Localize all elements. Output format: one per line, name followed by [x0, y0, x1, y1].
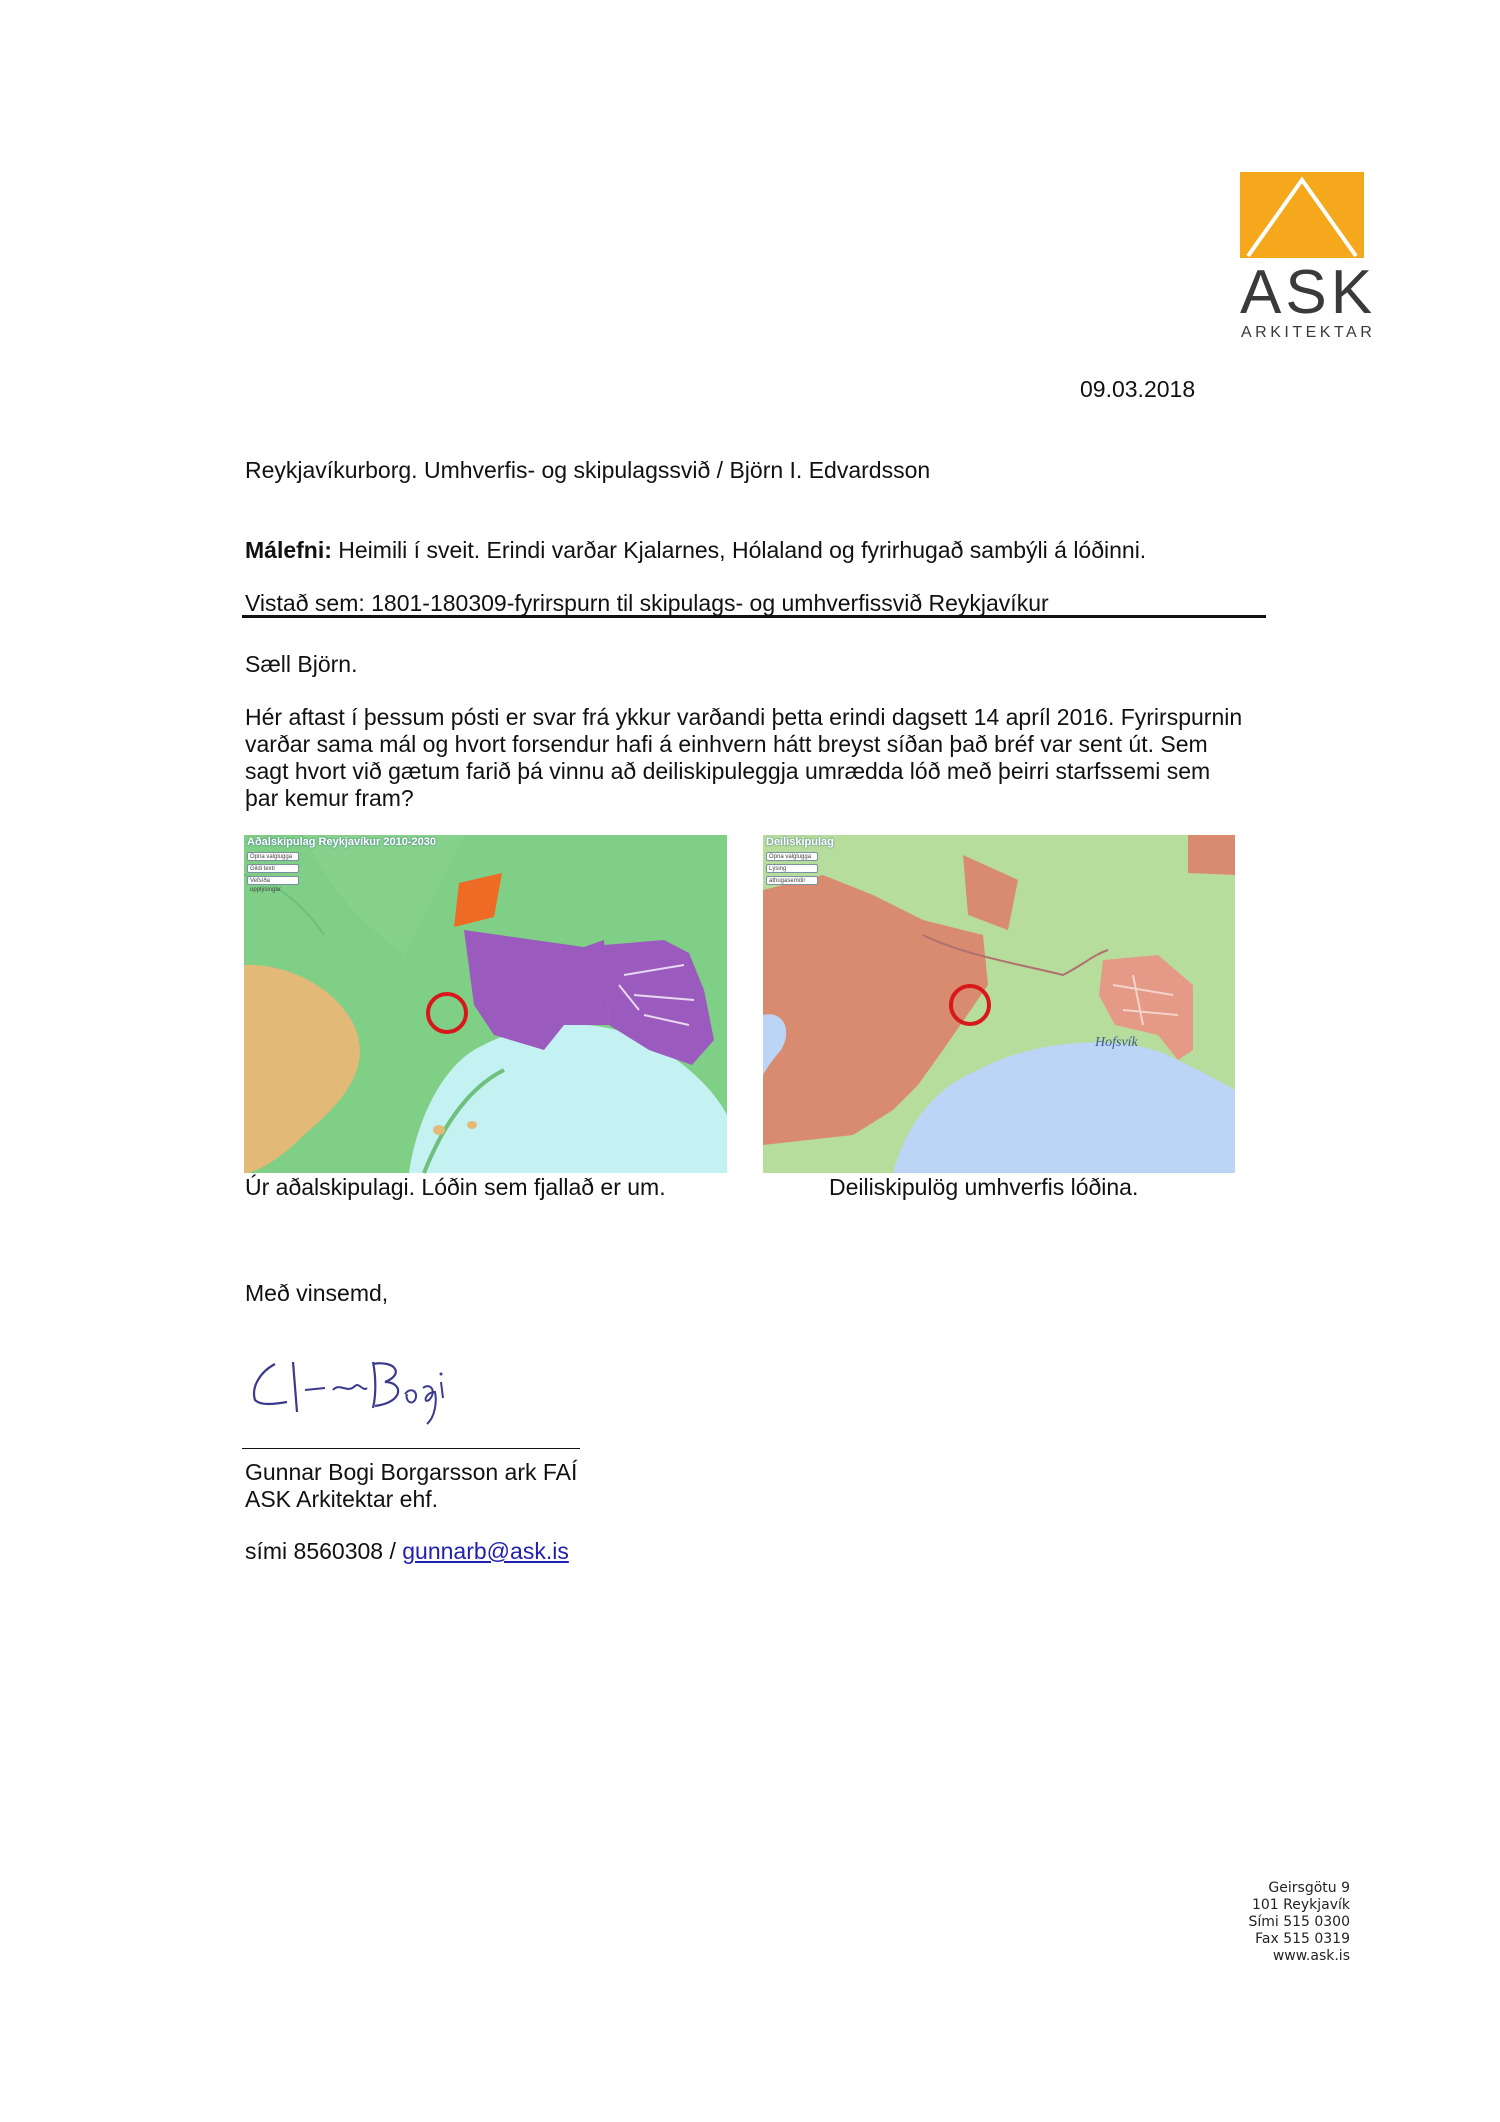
signer-name: Gunnar Bogi Borgarsson ark FAÍ: [245, 1459, 578, 1485]
subject-line: [245, 537, 1146, 564]
map-right-graphic: [763, 835, 1235, 1173]
logo-triangle-icon: [1240, 172, 1364, 258]
map-layer-button[interactable]: Opna valglugga: [247, 852, 299, 861]
phone-text: sími 8560308 /: [245, 1538, 403, 1564]
header-divider: [242, 615, 1266, 618]
footer-street: Geirsgötu 9: [1268, 1880, 1350, 1896]
body-line: sagt hvort við gætum farið þá vinnu að deiliskipuleggja umrædda lóð með þeirri starfssemi sem: [245, 758, 1211, 784]
subject-text: Heimili í sveit. Erindi varðar Kjalarnes, Hólaland og fyrirhugað sambýli á lóðinni.: [331, 537, 1147, 563]
company-logo: [1240, 172, 1377, 347]
body-line: varðar sama mál og hvort forsendur hafi á einhvern hátt breyst síðan það bréf var sent út. Sem: [245, 731, 1208, 757]
map-left-title: Aðalskipulag Reykjavíkur 2010-2030: [247, 836, 436, 848]
saved-as-line: Vistað sem: 1801-180309-fyrirspurn til skipulags- og umhverfissvið Reykjavíkur: [245, 590, 1049, 616]
subject-label: Málefni:: [245, 537, 332, 563]
signer-company: ASK Arkitektar ehf.: [245, 1486, 439, 1512]
signature-line: [242, 1448, 580, 1449]
map-layer-button[interactable]: Opna valglugga: [766, 852, 818, 861]
letter-date: 09.03.2018: [1080, 376, 1196, 402]
email-link[interactable]: gunnarb@ask.is: [402, 1538, 569, 1564]
closing: Með vinsemd,: [245, 1280, 389, 1306]
map-place-label: Hofsvík: [1095, 1035, 1138, 1050]
greeting: Sæll Björn.: [245, 651, 358, 677]
body-paragraph: [245, 704, 1242, 812]
handwritten-signature: [245, 1352, 455, 1432]
footer-phone: Sími 515 0300: [1248, 1914, 1350, 1930]
logo-brand: ASK: [1240, 258, 1377, 327]
map-layer-button[interactable]: athugasemdir: [766, 876, 818, 885]
map-left-graphic: [244, 835, 727, 1173]
map-layer-button[interactable]: Gildi texti: [247, 864, 299, 873]
map-right-title: Deiliskipulag: [766, 836, 834, 848]
map-layer-button[interactable]: Vefsíða upplýsingar: [247, 876, 299, 885]
footer-address: [1150, 1880, 1350, 1965]
footer-fax: Fax 515 0319: [1255, 1931, 1350, 1947]
logo-subtitle: ARKITEKTAR: [1241, 324, 1376, 341]
body-line: Hér aftast í þessum pósti er svar frá ykkur varðandi þetta erindi dagsett 14 apríl 2016. Fyrirspurnin: [245, 704, 1243, 730]
recipient: Reykjavíkurborg. Umhverfis- og skipulagssvið / Björn I. Edvardsson: [245, 457, 931, 483]
footer-web[interactable]: www.ask.is: [1272, 1948, 1350, 1964]
map-aðalskipulag: [244, 835, 727, 1173]
contact-line: [245, 1538, 569, 1565]
map-deiliskipulag: [763, 835, 1235, 1173]
map-layer-button[interactable]: Lýsing: [766, 864, 818, 873]
map-left-caption: Úr aðalskipulagi. Lóðin sem fjallað er um.: [245, 1174, 666, 1200]
map-right-caption: Deiliskipulög umhverfis lóðina.: [829, 1174, 1139, 1200]
footer-city: 101 Reykjavík: [1251, 1897, 1350, 1913]
body-line: þar kemur fram?: [245, 785, 414, 811]
